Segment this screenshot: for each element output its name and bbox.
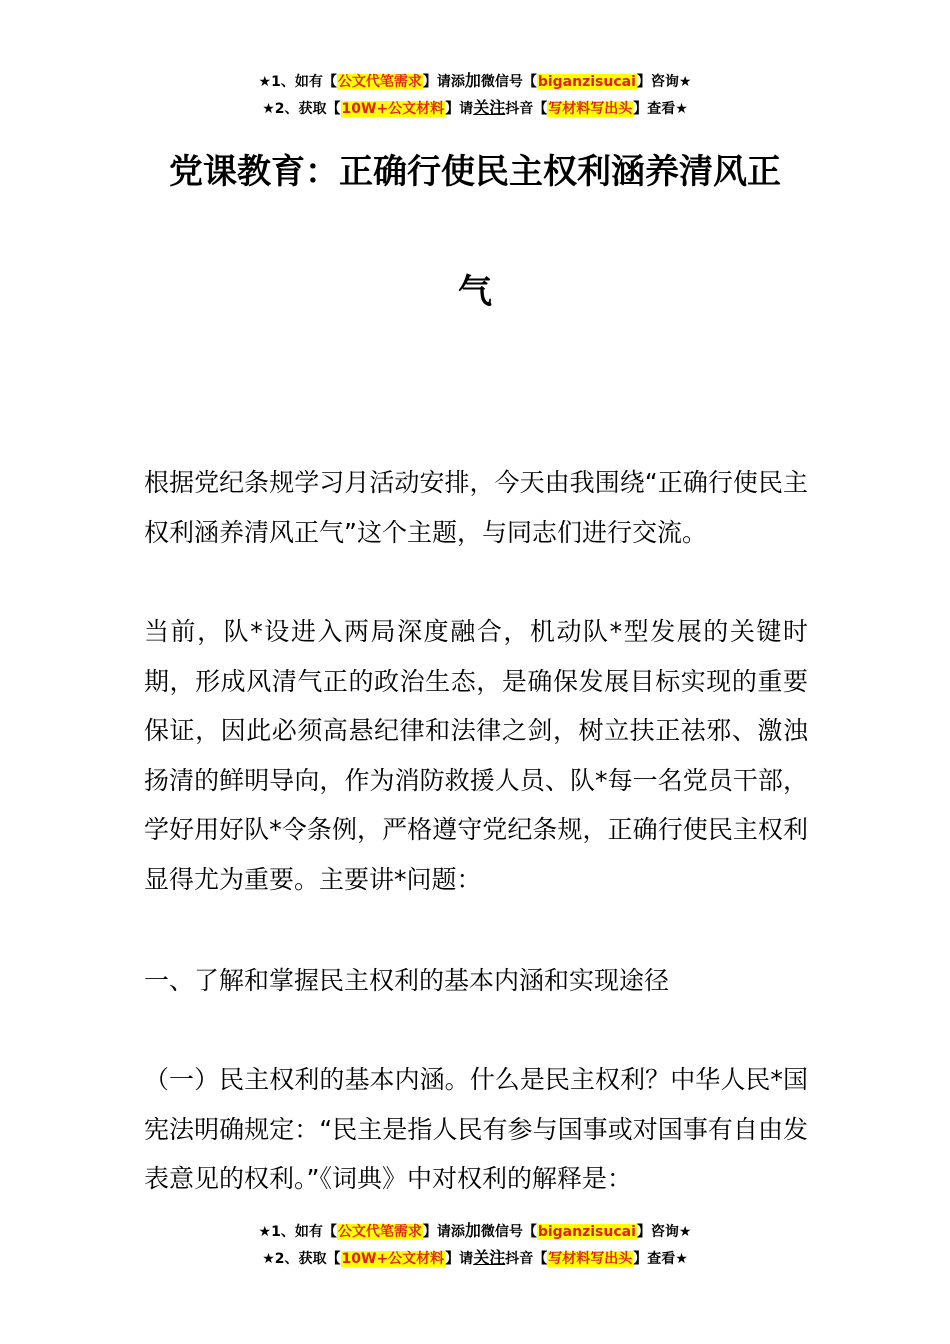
section-heading-1: 一、了解和掌握民主权利的基本内涵和实现途径 [144, 966, 670, 995]
promo-highlight: 10W+公文材料 [341, 1251, 445, 1267]
promo-line-1: ★1、如有【公文代笔需求】请添加微信号【biganzisucai】咨询★ [258, 71, 692, 90]
promo-wechat-id: biganzisucai [537, 74, 636, 90]
promo-wechat-id: biganzisucai [537, 1224, 636, 1240]
promo-douyin-id: 写材料写出头 [548, 101, 633, 117]
document-title-line-1: 党课教育：正确行使民主权利涵养清风正 [169, 152, 781, 192]
promo-line-2: ★2、获取【10W+公文材料】请关注抖音【写材料写出头】查看★ [262, 1248, 688, 1267]
promo-line-1: ★1、如有【公文代笔需求】请添加微信号【biganzisucai】咨询★ [258, 1221, 692, 1240]
footer-promo-banner [0, 1218, 950, 1272]
body-paragraph-subsection-1: （一）民主权利的基本内涵。什么是民主权利？中华人民*国宪法明确规定：“民主是指人民有参与国事或对国事有自由发表意见的权利。”《词典》中对权利的解释是： [144, 1065, 808, 1194]
document-title-line-2: 气 [458, 272, 492, 312]
promo-highlight: 公文代笔需求 [337, 1224, 422, 1240]
body-paragraph-context: 当前，队*设进入两局深度融合，机动队*型发展的关键时期，形成风清气正的政治生态，是确保发展目标实现的重要保证，因此必须高悬纪律和法律之剑，树立扶正祛邪、激浊扬清的鲜明导向，作为消防救援人员、队*每一名党员干部，学好用好队*令条例，严格遵守党纪条规，正确行使民主权利显得尤为重要。主要讲*问题： [144, 617, 808, 894]
promo-highlight: 10W+公文材料 [341, 101, 445, 117]
promo-douyin-id: 写材料写出头 [548, 1251, 633, 1267]
promo-line-2: ★2、获取【10W+公文材料】请关注抖音【写材料写出头】查看★ [262, 98, 688, 117]
promo-highlight: 公文代笔需求 [337, 74, 422, 90]
body-paragraph-intro: 根据党纪条规学习月活动安排，今天由我围绕“正确行使民主权利涵养清风正气”这个主题，与同志们进行交流。 [144, 468, 808, 547]
header-promo-banner [0, 68, 950, 122]
